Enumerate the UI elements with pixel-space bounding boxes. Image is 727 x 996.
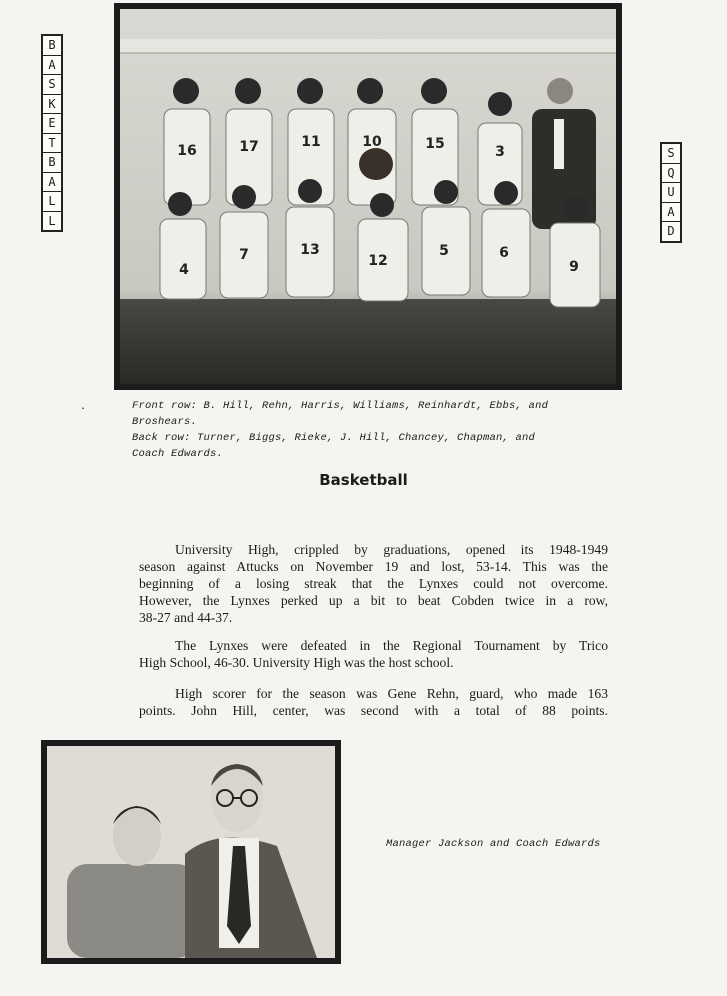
jersey-number: 5 bbox=[439, 243, 449, 259]
page-title: Basketball bbox=[319, 471, 408, 489]
team-photo-image bbox=[120, 9, 616, 384]
letter: S bbox=[662, 144, 680, 164]
letter: A bbox=[662, 203, 680, 223]
caption-line: Back row: Turner, Biggs, Rieke, J. Hill, Chancey, Chapman, and bbox=[132, 432, 536, 444]
jersey-number: 16 bbox=[177, 143, 197, 159]
letter: L bbox=[48, 213, 56, 228]
jersey-number: 9 bbox=[569, 259, 579, 275]
letter: A bbox=[43, 56, 61, 76]
letter: B bbox=[43, 153, 61, 173]
text-line: season against Attucks on November 19 and lost, 53-14. This was the bbox=[139, 559, 608, 574]
photo-caption bbox=[132, 398, 612, 462]
letter: B bbox=[43, 36, 61, 56]
text-line: The Lynxes were defeated in the Regional Tournament by Trico bbox=[175, 638, 608, 653]
text-line: University High, crippled by graduations, opened its 1948-1949 bbox=[175, 542, 608, 557]
team-photo bbox=[114, 3, 622, 390]
caption-line: Coach Edwards. bbox=[132, 448, 224, 460]
caption-line: Broshears. bbox=[132, 416, 198, 428]
manager-coach-photo bbox=[41, 740, 341, 964]
letter: A bbox=[43, 173, 61, 193]
jersey-number: 4 bbox=[179, 262, 189, 278]
text-line: However, the Lynxes perked up a bit to beat Cobden twice in a row, bbox=[139, 593, 608, 608]
jersey-number: 13 bbox=[300, 242, 320, 258]
letter: Q bbox=[662, 164, 680, 184]
letter: K bbox=[43, 95, 61, 115]
jersey-number: 3 bbox=[495, 144, 505, 160]
letter: L bbox=[43, 192, 61, 212]
text-line: High scorer for the season was Gene Rehn, guard, who made 163 bbox=[175, 686, 608, 701]
stray-mark: . bbox=[80, 401, 87, 412]
letter: E bbox=[43, 114, 61, 134]
jersey-number: 17 bbox=[239, 139, 259, 155]
text-line: points. John Hill, center, was second with a total of 88 points. bbox=[139, 703, 608, 718]
letter: U bbox=[662, 183, 680, 203]
text-line: 38-27 and 44-37. bbox=[139, 610, 233, 625]
caption-line: Front row: B. Hill, Rehn, Harris, Williams, Reinhardt, Ebbs, and bbox=[132, 400, 549, 412]
squad-vertical-label bbox=[660, 142, 682, 243]
text-line: beginning of a losing streak that the Lynxes could not overcome. bbox=[139, 576, 608, 591]
jersey-number: 6 bbox=[499, 245, 509, 261]
jersey-number: 11 bbox=[301, 134, 321, 150]
manager-caption: Manager Jackson and Coach Edwards bbox=[386, 838, 601, 850]
jersey-number: 15 bbox=[425, 136, 445, 152]
manager-coach-image bbox=[47, 746, 335, 958]
text-line: High School, 46-30. University High was the host school. bbox=[139, 655, 454, 670]
jersey-number: 7 bbox=[239, 247, 249, 263]
jersey-number: 10 bbox=[362, 134, 382, 150]
letter: S bbox=[43, 75, 61, 95]
paragraph-tournament bbox=[139, 637, 608, 671]
basketball-vertical-label bbox=[41, 34, 63, 232]
letter: T bbox=[43, 134, 61, 154]
letter: D bbox=[667, 224, 675, 239]
paragraph-season bbox=[139, 541, 608, 626]
paragraph-scorers bbox=[139, 685, 608, 719]
jersey-number: 12 bbox=[368, 253, 388, 269]
